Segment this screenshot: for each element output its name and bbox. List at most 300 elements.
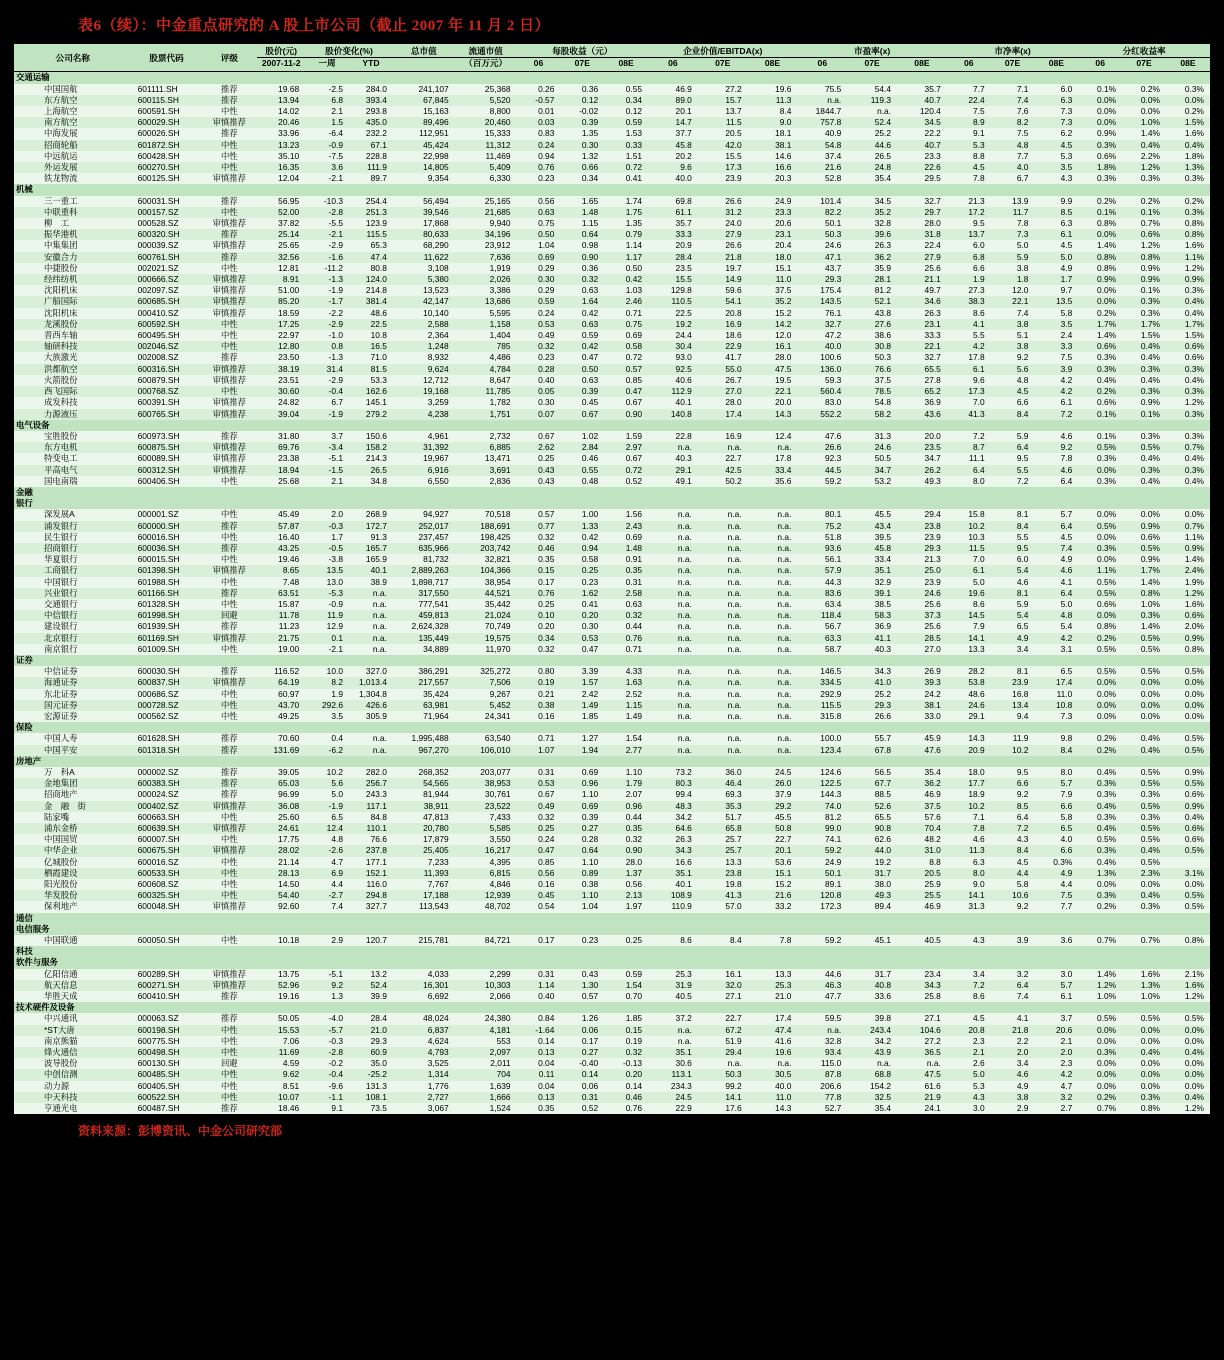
metric-cell: 0.41	[604, 173, 648, 184]
table-row[interactable]	[14, 173, 1210, 184]
metric-cell: 116.0	[349, 879, 393, 890]
stock-code-cell: 000728.SZ	[132, 700, 202, 711]
metric-cell: 20.9	[648, 240, 698, 251]
rating-cell: 推荐	[201, 733, 257, 744]
th-pe-07e: 07E	[847, 58, 897, 72]
table-row[interactable]	[14, 621, 1210, 632]
table-row[interactable]	[14, 476, 1210, 487]
metric-cell: 15.2	[748, 308, 798, 319]
table-row[interactable]	[14, 330, 1210, 341]
metric-cell: 19.6	[748, 1047, 798, 1058]
metric-cell: 6,815	[455, 868, 517, 879]
metric-cell: 73.2	[648, 767, 698, 778]
table-row[interactable]	[14, 666, 1210, 677]
metric-cell: 100.6	[797, 352, 847, 363]
metric-cell: 1.30	[560, 980, 604, 991]
table-row[interactable]	[14, 733, 1210, 744]
company-name-cell: 中信银行	[14, 610, 132, 621]
metric-cell: 40.7	[897, 140, 947, 151]
table-row[interactable]	[14, 341, 1210, 352]
metric-cell: 8.0	[1034, 767, 1078, 778]
metric-cell: n.a.	[648, 689, 698, 700]
stock-code-cell: 600383.SH	[132, 778, 202, 789]
metric-cell: 284.0	[349, 84, 393, 95]
metric-cell: 0.1%	[1078, 409, 1122, 420]
metric-cell: 11,469	[455, 151, 517, 162]
table-row[interactable]	[14, 890, 1210, 901]
metric-cell: 237.8	[349, 845, 393, 856]
table-row[interactable]	[14, 509, 1210, 520]
metric-cell: 70.60	[257, 733, 305, 744]
metric-cell: 1.49	[560, 700, 604, 711]
metric-cell: 69.3	[698, 789, 748, 800]
metric-cell: 0.76	[604, 633, 648, 644]
table-row[interactable]	[14, 745, 1210, 756]
metric-cell: 22.6	[897, 162, 947, 173]
table-row[interactable]	[14, 778, 1210, 789]
metric-cell: 59.2	[797, 476, 847, 487]
metric-cell: 24.1	[897, 1103, 947, 1114]
table-row[interactable]	[14, 319, 1210, 330]
th-pb: 市净率(x)	[947, 44, 1078, 58]
metric-cell: 6.0	[947, 240, 991, 251]
metric-cell: 36.9	[897, 397, 947, 408]
metric-cell: 48,702	[455, 901, 517, 912]
metric-cell: n.a.	[698, 711, 748, 722]
metric-cell: -0.13	[604, 1058, 648, 1069]
table-row[interactable]	[14, 845, 1210, 856]
metric-cell: 27.0	[698, 386, 748, 397]
metric-cell: 54.8	[847, 397, 897, 408]
stock-code-cell: 600410.SH	[132, 991, 202, 1002]
metric-cell: 10,140	[393, 308, 455, 319]
table-row[interactable]	[14, 812, 1210, 823]
metric-cell: 777,541	[393, 599, 455, 610]
sector-label: 软件与服务	[14, 957, 1210, 968]
metric-cell: 7.8	[947, 823, 991, 834]
table-row[interactable]	[14, 1047, 1210, 1058]
table-row[interactable]	[14, 106, 1210, 117]
metric-cell: 2.9	[991, 1103, 1035, 1114]
rating-cell: 审慎推荐	[201, 633, 257, 644]
metric-cell: 14,805	[393, 162, 455, 173]
metric-cell: 34.8	[349, 476, 393, 487]
rating-cell: 审慎推荐	[201, 364, 257, 375]
metric-cell: 0.71	[604, 308, 648, 319]
metric-cell: 4.8	[1034, 610, 1078, 621]
table-row[interactable]	[14, 285, 1210, 296]
stock-code-cell: 600391.SH	[132, 397, 202, 408]
metric-cell: 25,368	[455, 84, 517, 95]
table-row[interactable]	[14, 229, 1210, 240]
rating-cell: 中性	[201, 890, 257, 901]
metric-cell: 0.6%	[1078, 599, 1122, 610]
metric-cell: 3,259	[393, 397, 455, 408]
metric-cell: n.a.	[698, 644, 748, 655]
company-name-cell: 中海发展	[14, 128, 132, 139]
table-row[interactable]	[14, 532, 1210, 543]
metric-cell: 6.1	[1034, 229, 1078, 240]
metric-cell: 11,622	[393, 252, 455, 263]
metric-cell: 0.15	[517, 565, 561, 576]
company-name-cell: 中信证券	[14, 666, 132, 677]
metric-cell: 12.04	[257, 173, 305, 184]
table-row[interactable]	[14, 521, 1210, 532]
metric-cell: 29.3	[897, 543, 947, 554]
metric-cell: 1.94	[560, 745, 604, 756]
table-row[interactable]	[14, 386, 1210, 397]
table-row[interactable]	[14, 128, 1210, 139]
metric-cell: 3.5	[305, 711, 349, 722]
metric-cell: 17.75	[257, 834, 305, 845]
table-row[interactable]	[14, 352, 1210, 363]
metric-cell: 11.5	[698, 117, 748, 128]
table-row[interactable]	[14, 1013, 1210, 1024]
metric-cell: 18.0	[748, 252, 798, 263]
table-row[interactable]	[14, 263, 1210, 274]
metric-cell: n.a.	[748, 521, 798, 532]
table-row[interactable]	[14, 879, 1210, 890]
metric-cell: 35.4	[847, 1103, 897, 1114]
metric-cell: 327.7	[349, 901, 393, 912]
metric-cell: 1.7	[305, 532, 349, 543]
metric-cell: 33.3	[897, 330, 947, 341]
table-row[interactable]	[14, 431, 1210, 442]
table-row[interactable]	[14, 677, 1210, 688]
table-row[interactable]	[14, 644, 1210, 655]
metric-cell: 7.7	[991, 151, 1035, 162]
metric-cell: 146.5	[797, 666, 847, 677]
metric-cell: 0.4%	[1122, 341, 1166, 352]
metric-cell: 0.34	[517, 633, 561, 644]
table-row[interactable]	[14, 442, 1210, 453]
metric-cell: 13.5	[305, 565, 349, 576]
table-row[interactable]	[14, 151, 1210, 162]
metric-cell: 0.7%	[1122, 935, 1166, 946]
table-row[interactable]	[14, 162, 1210, 173]
metric-cell: 0.29	[517, 285, 561, 296]
metric-cell: 1.74	[604, 196, 648, 207]
metric-cell: 0.6%	[1078, 397, 1122, 408]
table-row[interactable]	[14, 588, 1210, 599]
metric-cell: 39.04	[257, 409, 305, 420]
metric-cell: 65.3	[349, 240, 393, 251]
table-row[interactable]	[14, 868, 1210, 879]
metric-cell: 0.6%	[1166, 834, 1210, 845]
metric-cell: 81,732	[393, 554, 455, 565]
table-row[interactable]	[14, 218, 1210, 229]
metric-cell: 1.14	[517, 980, 561, 991]
metric-cell: n.a.	[349, 733, 393, 744]
table-row[interactable]	[14, 543, 1210, 554]
stock-code-cell: 600765.SH	[132, 409, 202, 420]
metric-cell: 40.3	[847, 644, 897, 655]
rating-cell: 回避	[201, 1058, 257, 1069]
metric-cell: 0.72	[604, 162, 648, 173]
company-name-cell: 交通银行	[14, 599, 132, 610]
metric-cell: 0.8	[305, 341, 349, 352]
metric-cell: 32.7	[797, 319, 847, 330]
metric-cell: n.a.	[698, 610, 748, 621]
metric-cell: 9.8	[1034, 733, 1078, 744]
metric-cell: 154.2	[847, 1081, 897, 1092]
table-row[interactable]	[14, 375, 1210, 386]
metric-cell: 0.75	[517, 218, 561, 229]
metric-cell: 37.4	[797, 151, 847, 162]
th-chg-ytd: YTD	[349, 58, 393, 72]
sector-label: 技术硬件及设备	[14, 1002, 1210, 1013]
table-row[interactable]	[14, 196, 1210, 207]
table-row[interactable]	[14, 577, 1210, 588]
rating-cell: 中性	[201, 857, 257, 868]
stock-code-cell: 600837.SH	[132, 677, 202, 688]
stock-code-cell: 600775.SH	[132, 1036, 202, 1047]
metric-cell: 1.7%	[1078, 319, 1122, 330]
sector-label: 电信服务	[14, 924, 1210, 935]
metric-cell: 0.57	[560, 991, 604, 1002]
metric-cell: 59.5	[797, 1013, 847, 1024]
metric-cell: 110.5	[648, 296, 698, 307]
metric-cell: 9.2	[991, 352, 1035, 363]
stock-code-cell: 600289.SH	[132, 969, 202, 980]
table-row[interactable]	[14, 252, 1210, 263]
metric-cell: 2,836	[455, 476, 517, 487]
metric-cell: 1.4%	[1122, 577, 1166, 588]
metric-cell: 25.65	[257, 240, 305, 251]
metric-cell: 0.32	[517, 341, 561, 352]
metric-cell: -5.1	[305, 969, 349, 980]
metric-cell: 252,017	[393, 521, 455, 532]
table-row[interactable]	[14, 1081, 1210, 1092]
metric-cell: 0.8%	[1078, 218, 1122, 229]
table-row[interactable]	[14, 1069, 1210, 1080]
table-row[interactable]	[14, 240, 1210, 251]
table-row[interactable]	[14, 364, 1210, 375]
metric-cell: 1.14	[604, 240, 648, 251]
metric-cell: 63.4	[797, 599, 847, 610]
metric-cell: 0.0%	[1078, 1025, 1122, 1036]
table-row[interactable]	[14, 1092, 1210, 1103]
metric-cell: 1.1%	[1078, 565, 1122, 576]
metric-cell: 10.2	[947, 801, 991, 812]
table-row[interactable]	[14, 84, 1210, 95]
table-row[interactable]	[14, 801, 1210, 812]
table-row[interactable]	[14, 117, 1210, 128]
metric-cell: 1.9	[947, 274, 991, 285]
metric-cell: 203,742	[455, 543, 517, 554]
metric-cell: 0.17	[517, 577, 561, 588]
metric-cell: 115.5	[797, 700, 847, 711]
metric-cell: 0.3%	[1166, 409, 1210, 420]
metric-cell: 4.9	[1034, 554, 1078, 565]
metric-cell: n.a.	[648, 700, 698, 711]
metric-cell: 1,666	[455, 1092, 517, 1103]
table-row[interactable]	[14, 980, 1210, 991]
table-row[interactable]	[14, 409, 1210, 420]
metric-cell: 4,846	[455, 879, 517, 890]
metric-cell: 0.3%	[1166, 465, 1210, 476]
table-row[interactable]	[14, 857, 1210, 868]
metric-cell: 0.12	[604, 106, 648, 117]
table-row[interactable]	[14, 1103, 1210, 1114]
stock-code-cell: 000528.SZ	[132, 218, 202, 229]
table-row[interactable]	[14, 397, 1210, 408]
table-row[interactable]	[14, 140, 1210, 151]
metric-cell: 165.7	[349, 543, 393, 554]
metric-cell: 13.23	[257, 140, 305, 151]
table-row[interactable]	[14, 689, 1210, 700]
metric-cell: 9.5	[991, 543, 1035, 554]
metric-cell: 27.8	[897, 375, 947, 386]
metric-cell: 0.38	[560, 879, 604, 890]
metric-cell: 12.9	[305, 621, 349, 632]
company-name-cell: 龙溪股份	[14, 319, 132, 330]
metric-cell: 3.9	[1034, 364, 1078, 375]
metric-cell: 8.4	[991, 521, 1035, 532]
metric-cell: 0.3%	[1122, 308, 1166, 319]
table-row[interactable]	[14, 969, 1210, 980]
metric-cell: n.a.	[698, 633, 748, 644]
metric-cell: 22.9	[698, 341, 748, 352]
metric-cell: 0.63	[560, 285, 604, 296]
table-row[interactable]	[14, 599, 1210, 610]
company-name-cell: 亿城股份	[14, 857, 132, 868]
table-row[interactable]	[14, 935, 1210, 946]
metric-cell: 0.47	[517, 845, 561, 856]
metric-cell: 48.6	[947, 689, 991, 700]
metric-cell: -2.6	[305, 845, 349, 856]
metric-cell: 6.3	[947, 857, 991, 868]
table-row[interactable]	[14, 207, 1210, 218]
table-row[interactable]	[14, 991, 1210, 1002]
source-note: 资料来源：彭博资讯、中金公司研究部	[78, 1124, 283, 1139]
table-row[interactable]	[14, 711, 1210, 722]
metric-cell: 3,691	[455, 465, 517, 476]
metric-cell: 40.0	[748, 1081, 798, 1092]
table-row[interactable]	[14, 1025, 1210, 1036]
metric-cell: 1.0%	[1078, 991, 1122, 1002]
table-row[interactable]	[14, 823, 1210, 834]
metric-cell: 3.8	[991, 341, 1035, 352]
metric-cell: 293.8	[349, 106, 393, 117]
metric-cell: 45.8	[648, 140, 698, 151]
metric-cell: 0.3%	[1122, 296, 1166, 307]
metric-cell: 1,782	[455, 397, 517, 408]
table-row[interactable]	[14, 1036, 1210, 1047]
metric-cell: 80,633	[393, 229, 455, 240]
metric-cell: 0.8%	[1166, 935, 1210, 946]
metric-cell: 4.0	[991, 162, 1035, 173]
metric-cell: 20.8	[947, 1025, 991, 1036]
rating-cell: 审慎推荐	[201, 117, 257, 128]
metric-cell: 0.8%	[1078, 263, 1122, 274]
metric-cell: 34.7	[847, 465, 897, 476]
metric-cell: 14.3	[947, 733, 991, 744]
table-row[interactable]	[14, 308, 1210, 319]
metric-cell: 0.64	[560, 845, 604, 856]
metric-cell: 56,494	[393, 196, 455, 207]
th-float-cap: 流通市值	[455, 44, 517, 58]
rating-cell: 中性	[201, 140, 257, 151]
metric-cell: n.a.	[748, 689, 798, 700]
metric-cell: 8.0	[947, 868, 991, 879]
metric-cell: 0.7%	[1122, 218, 1166, 229]
table-row[interactable]	[14, 465, 1210, 476]
company-name-cell: 中华企业	[14, 845, 132, 856]
metric-cell: 24.9	[797, 857, 847, 868]
stock-code-cell: 000410.SZ	[132, 308, 202, 319]
metric-cell: n.a.	[748, 700, 798, 711]
metric-cell: 10.2	[947, 521, 991, 532]
metric-cell: 6.6	[991, 397, 1035, 408]
table-row[interactable]	[14, 834, 1210, 845]
metric-cell: 0.8%	[1166, 644, 1210, 655]
metric-cell: 0.33	[604, 140, 648, 151]
metric-cell: 2.4	[1034, 330, 1078, 341]
table-row[interactable]	[14, 633, 1210, 644]
metric-cell: 0.96	[604, 801, 648, 812]
metric-cell: 26.2	[897, 465, 947, 476]
metric-cell: 2.0	[1034, 1047, 1078, 1058]
table-row[interactable]	[14, 789, 1210, 800]
metric-cell: 6,692	[393, 991, 455, 1002]
metric-cell: 37.5	[847, 375, 897, 386]
table-row[interactable]	[14, 565, 1210, 576]
metric-cell: 40.1	[648, 879, 698, 890]
metric-cell: n.a.	[349, 610, 393, 621]
table-row[interactable]	[14, 1058, 1210, 1069]
table-row[interactable]	[14, 610, 1210, 621]
metric-cell: n.a.	[748, 588, 798, 599]
metric-cell: 46.9	[897, 789, 947, 800]
metric-cell: 0.01	[517, 106, 561, 117]
metric-cell: 0.06	[560, 1081, 604, 1092]
metric-cell: 5,452	[455, 700, 517, 711]
table-row[interactable]	[14, 554, 1210, 565]
metric-cell: 0.67	[517, 431, 561, 442]
metric-cell: 43.9	[847, 1047, 897, 1058]
table-row[interactable]	[14, 453, 1210, 464]
metric-cell: 0.6%	[1122, 229, 1166, 240]
company-name-cell: 东方电机	[14, 442, 132, 453]
metric-cell: 0.0%	[1166, 1069, 1210, 1080]
metric-cell: 0.2%	[1166, 106, 1210, 117]
metric-cell: 0.0%	[1166, 1036, 1210, 1047]
company-name-cell: 中集集团	[14, 240, 132, 251]
metric-cell: 31.3	[847, 431, 897, 442]
metric-cell: 25.14	[257, 229, 305, 240]
table-row[interactable]	[14, 901, 1210, 912]
table-row[interactable]	[14, 95, 1210, 106]
metric-cell: 0.2%	[1122, 84, 1166, 95]
metric-cell: 38.3	[947, 296, 991, 307]
metric-cell: 2.46	[604, 296, 648, 307]
metric-cell: 52.8	[797, 173, 847, 184]
table-row[interactable]	[14, 296, 1210, 307]
metric-cell: 50.3	[698, 1069, 748, 1080]
metric-cell: 0.56	[517, 196, 561, 207]
metric-cell: 150.6	[349, 431, 393, 442]
stock-code-cell: 600036.SH	[132, 543, 202, 554]
metric-cell: 25.7	[698, 834, 748, 845]
metric-cell: 5.8	[991, 879, 1035, 890]
metric-cell: 7.7	[1034, 901, 1078, 912]
table-row[interactable]	[14, 767, 1210, 778]
stock-code-cell: 600015.SH	[132, 554, 202, 565]
table-row[interactable]	[14, 700, 1210, 711]
table-row[interactable]	[14, 274, 1210, 285]
rating-cell: 中性	[201, 1036, 257, 1047]
